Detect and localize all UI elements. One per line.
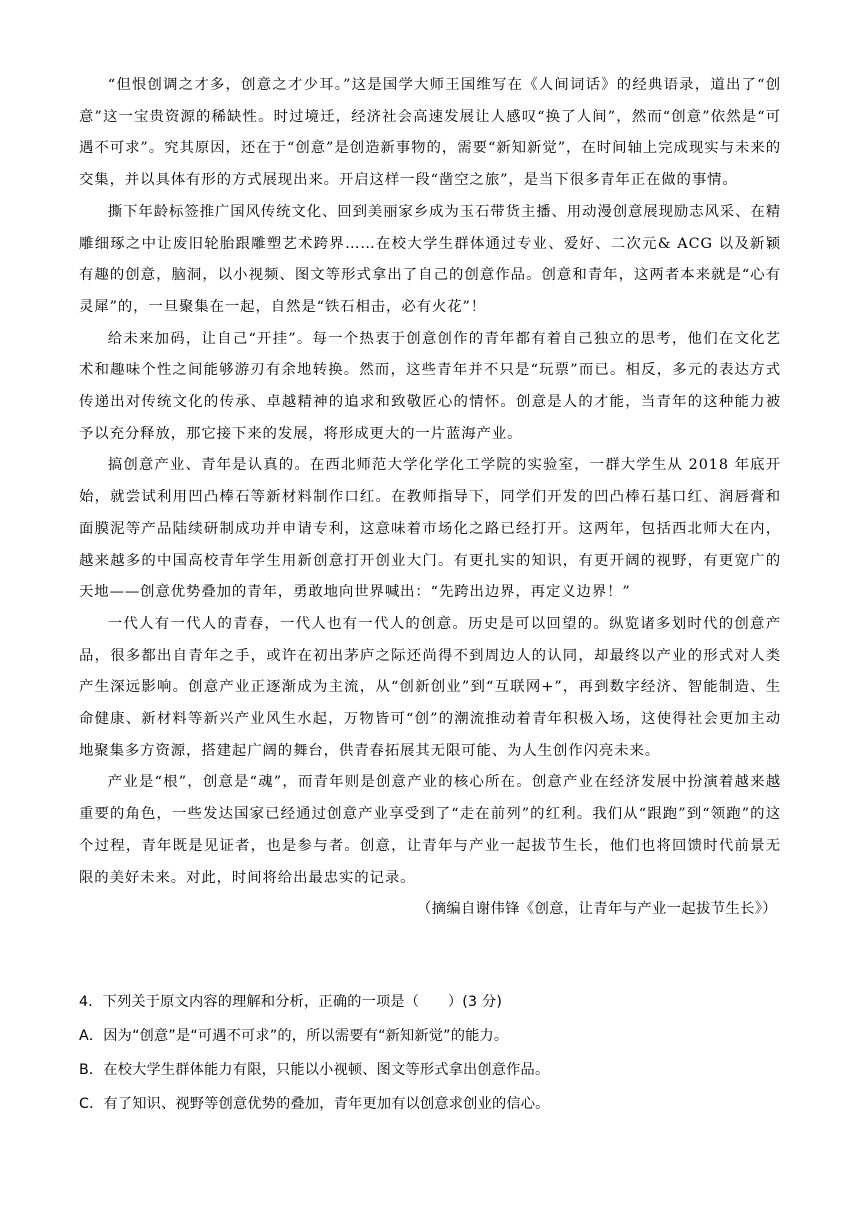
option-a: A．因为“创意”是“可遇不可求”的，所以需要有“新知新觉”的能力。 (79, 1028, 509, 1044)
option-c: C．有了知识、视野等创意优势的叠加，青年更加有以创意求创业的信心。 (79, 1096, 550, 1112)
article-paragraph-3: 给未来加码，让自己“开挂”。每一个热衷于创意创作的青年都有着自己独立的思考，他们在文化艺术和趣味个性之间能够游刃有余地转换。然而，这些青年并不只是“玩票”而已。相反，多元的表达方式传递出对传统文化的传承、卓越精神的追求和致敬匠心的情怀。创意是人的才能，当青年的这种能力被予以充分释放，那它接下来的发展，将形成更大的一片蓝海产业。 (79, 330, 781, 442)
article-paragraph-1: “但恨创调之才多，创意之才少耳。”这是国学大师王国维写在《人间词话》的经典语录，道出了“创意”这一宝贵资源的稀缺性。时过境迁，经济社会高速发展让人感叹“换了人间”，然而“创意”依然是“可遇不可求”。究其原因，还在于“创意”是创造新事物的，需要“新知新觉”，在时间轴上完成现实与未来的交集，并以具体有形的方式展现出来。开启这样一段“凿空之旅”，是当下很多青年正在做的事情。 (79, 77, 781, 189)
article-paragraph-2: 撕下年龄标签推广国风传统文化、回到美丽家乡成为玉石带货主播、用动漫创意展现励志风采、在精雕细琢之中让废旧轮胎跟雕塑艺术跨界……在校大学生群体通过专业、爱好、二次元& ACG 以及新颖有趣的创意，脑洞，以小视频、图文等形式拿出了自己的创意作品。创意和青年，这两者本来就是“心有灵犀”的，一旦聚集在一起，自然是“铁石相击，必有火花”！ (79, 203, 781, 315)
article-paragraph-6: 产业是“根”，创意是“魂”，而青年则是创意产业的核心所在。创意产业在经济发展中扮演着越来越重要的角色，一些发达国家已经通过创意产业享受到了“走在前列”的红利。我们从“跟跑”到“领跑”的这个过程，青年既是见证者，也是参与者。创意，让青年与产业一起拔节生长，他们也将回馈时代前景无限的美好未来。对此，时间将给出最忠实的记录。 (79, 774, 781, 886)
article-paragraph-5: 一代人有一代人的青春，一代人也有一代人的创意。历史是可以回望的。纵览诸多划时代的创意产品，很多都出自青年之手，或许在初出茅庐之际还尚得不到周边人的认同，却最终以产业的形式对人类产生深远影响。创意产业正逐渐成为主流，从“创新创业”到“互联网+”，再到数字经济、智能制造、生命健康、新材料等新兴产业风生水起，万物皆可“创”的潮流推动着青年积极入场，这使得社会更加主动地聚集多方资源，搭建起广阔的舞台，供青春拓展其无限可能、为人生创作闪亮未来。 (79, 615, 781, 759)
article-paragraph-4: 搞创意产业、青年是认真的。在西北师范大学化学化工学院的实验室，一群大学生从 2018 年底开始，就尝试利用凹凸棒石等新材料制作口红。在教师指导下，同学们开发的凹凸棒石基口红、润唇膏和面膜泥等产品陆续研制成功并申请专利，这意味着市场化之路已经打开。这两年，包括西北师大在内，越来越多的中国高校青年学生用新创意打开创业大门。有更扎实的知识，有更开阔的视野，有更宽广的天地——创意优势叠加的青年，勇敢地向世界喊出：“先跨出边界，再定义边界！” (79, 457, 781, 601)
question-block (79, 985, 781, 1121)
option-b: B．在校大学生群体能力有限，只能以小视顿、图文等形式拿出创意作品。 (79, 1062, 550, 1078)
article-source-citation: （摘编自谢伟锋《创意，让青年与产业一起拔节生长》） (416, 901, 777, 918)
article-body (79, 70, 781, 926)
question-stem: 4．下列关于原文内容的理解和分析，正确的一项是（ ）(3 分) (79, 994, 503, 1010)
